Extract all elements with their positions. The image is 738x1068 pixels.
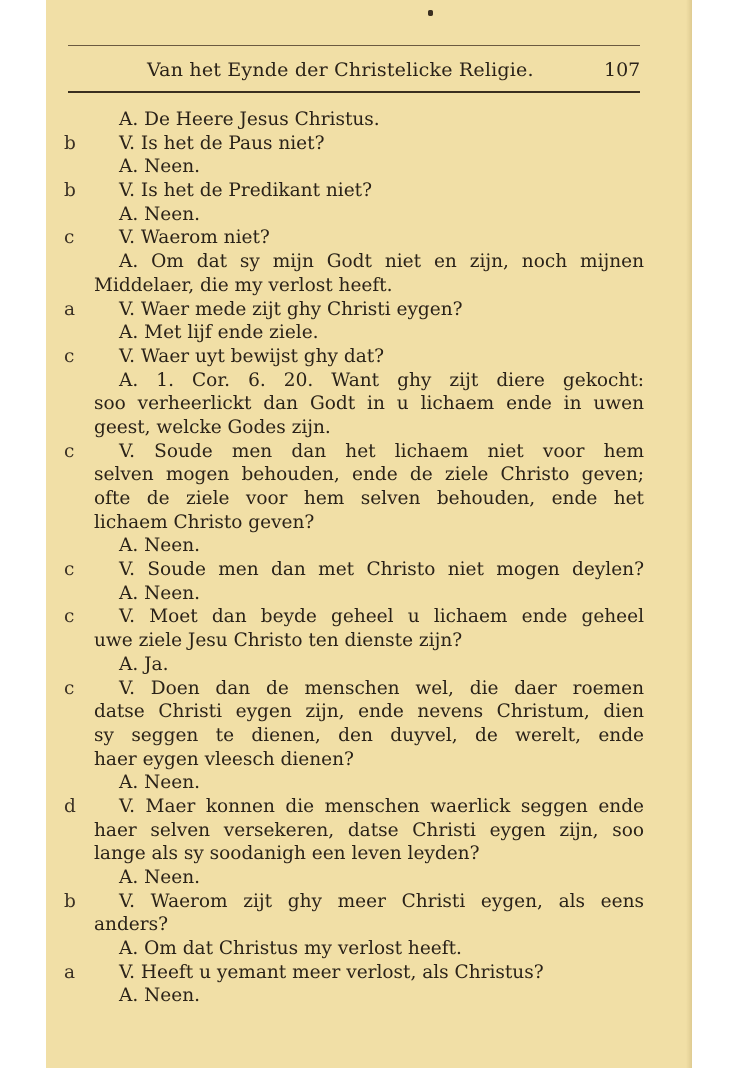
margin-marker: d (64, 795, 76, 817)
text-line (46, 463, 692, 487)
text-line (46, 108, 692, 132)
line-text: V. Waer mede zijt ghy Christi eygen? (119, 298, 463, 320)
text-line (46, 298, 692, 322)
line-text: V. Is het de Predikant niet? (119, 180, 373, 202)
line-text: A. Ja. (119, 653, 169, 675)
page-number: 107 (604, 59, 641, 81)
line-text: V. Moet dan beyde geheel u lichaem ende geheel (119, 606, 644, 628)
margin-marker: a (64, 961, 76, 983)
text-line (46, 321, 692, 345)
line-text: haer eygen vleesch dienen? (94, 748, 354, 770)
text-line (46, 203, 692, 227)
catechism-text (46, 108, 692, 1008)
margin-marker: b (64, 890, 76, 912)
line-text: V. Waer uyt bewijst ghy dat? (119, 345, 385, 367)
line-text: A. Neen. (119, 985, 201, 1007)
text-line (46, 440, 692, 464)
text-line (46, 558, 692, 582)
text-line (46, 511, 692, 535)
margin-marker: a (64, 298, 76, 320)
book-page (46, 0, 692, 1068)
text-line (46, 487, 692, 511)
text-line (46, 369, 692, 393)
line-text: Middelaer, die my verlost heeft. (94, 274, 393, 296)
text-line (46, 700, 692, 724)
text-line (46, 392, 692, 416)
text-line (46, 629, 692, 653)
margin-marker: b (64, 180, 76, 202)
line-text: haer selven versekeren, datse Christi eygen zijn, soo (94, 819, 644, 841)
margin-marker: c (64, 440, 75, 462)
line-text: V. Is het de Paus niet? (119, 132, 325, 154)
text-line (46, 842, 692, 866)
line-text: V. Waerom niet? (119, 227, 270, 249)
text-line (46, 771, 692, 795)
line-text: V. Maer konnen die menschen waerlick seggen ende (119, 795, 644, 817)
line-text: V. Waerom zijt ghy meer Christi eygen, als eens (119, 890, 644, 912)
text-line (46, 416, 692, 440)
text-line (46, 913, 692, 937)
line-text: uwe ziele Jesu Christo ten dienste zijn? (94, 630, 463, 652)
running-head: Van het Eynde der Christelicke Religie. (147, 59, 534, 81)
margin-marker: c (64, 345, 75, 367)
line-text: lange als sy soodanigh een leven leyden? (94, 843, 480, 865)
line-text: A. Neen. (119, 203, 201, 225)
line-text: A. Neen. (119, 156, 201, 178)
line-text: A. Om dat sy mijn Godt niet en zijn, noch mijnen (119, 251, 644, 273)
line-text: ofte de ziele voor hem selven behouden, ende het (94, 488, 644, 509)
text-line (46, 605, 692, 629)
printer-mark (428, 10, 433, 16)
line-text: sy seggen te dienen, den duyvel, de werelt, ende (94, 724, 644, 746)
text-line (46, 179, 692, 203)
text-line (46, 250, 692, 274)
text-line (46, 890, 692, 914)
line-text: A. Neen. (119, 535, 201, 557)
text-line (46, 132, 692, 156)
line-text: V. Heeft u yemant meer verlost, als Christus? (119, 961, 544, 983)
line-text: A. Om dat Christus my verlost heeft. (119, 938, 462, 960)
line-text: soo verheerlickt dan Godt in u lichaem ende in uwen (94, 393, 644, 415)
text-line (46, 155, 692, 179)
text-line (46, 795, 692, 819)
margin-marker: b (64, 132, 76, 154)
line-text: lichaem Christo geven? (94, 511, 315, 533)
margin-marker: c (64, 227, 75, 249)
margin-marker: c (64, 677, 75, 699)
line-text: A. Neen. (119, 867, 201, 888)
text-line (46, 984, 692, 1008)
margin-marker: c (64, 559, 75, 581)
text-line (46, 345, 692, 369)
text-line (46, 748, 692, 772)
line-text: V. Soude men dan het lichaem niet voor hem (119, 440, 644, 462)
line-text: A. 1. Cor. 6. 20. Want ghy zijt diere gekocht: (119, 369, 644, 391)
text-line (46, 937, 692, 961)
text-line (46, 866, 692, 890)
line-text: A. Neen. (119, 772, 201, 794)
margin-marker: c (64, 606, 75, 628)
line-text: V. Doen dan de menschen wel, die daer roemen (119, 677, 644, 699)
line-text: geest, welcke Godes zijn. (94, 416, 331, 438)
text-line (46, 724, 692, 748)
text-line (46, 582, 692, 606)
line-text: V. Soude men dan met Christo niet mogen deylen? (119, 559, 644, 581)
line-text: A. Neen. (119, 582, 201, 604)
header-rule (68, 91, 640, 93)
text-line (46, 534, 692, 558)
text-line (46, 274, 692, 298)
text-line (46, 226, 692, 250)
line-text: A. Met lijf ende ziele. (119, 322, 319, 344)
line-text: selven mogen behouden, ende de ziele Christo geven; (94, 464, 644, 486)
line-text: A. De Heere Jesus Christus. (119, 109, 380, 130)
text-line (46, 819, 692, 843)
text-line (46, 677, 692, 701)
line-text: datse Christi eygen zijn, ende nevens Christum, dien (94, 701, 644, 723)
text-line (46, 653, 692, 677)
top-rule (68, 45, 640, 46)
text-line (46, 961, 692, 985)
line-text: anders? (94, 914, 168, 936)
